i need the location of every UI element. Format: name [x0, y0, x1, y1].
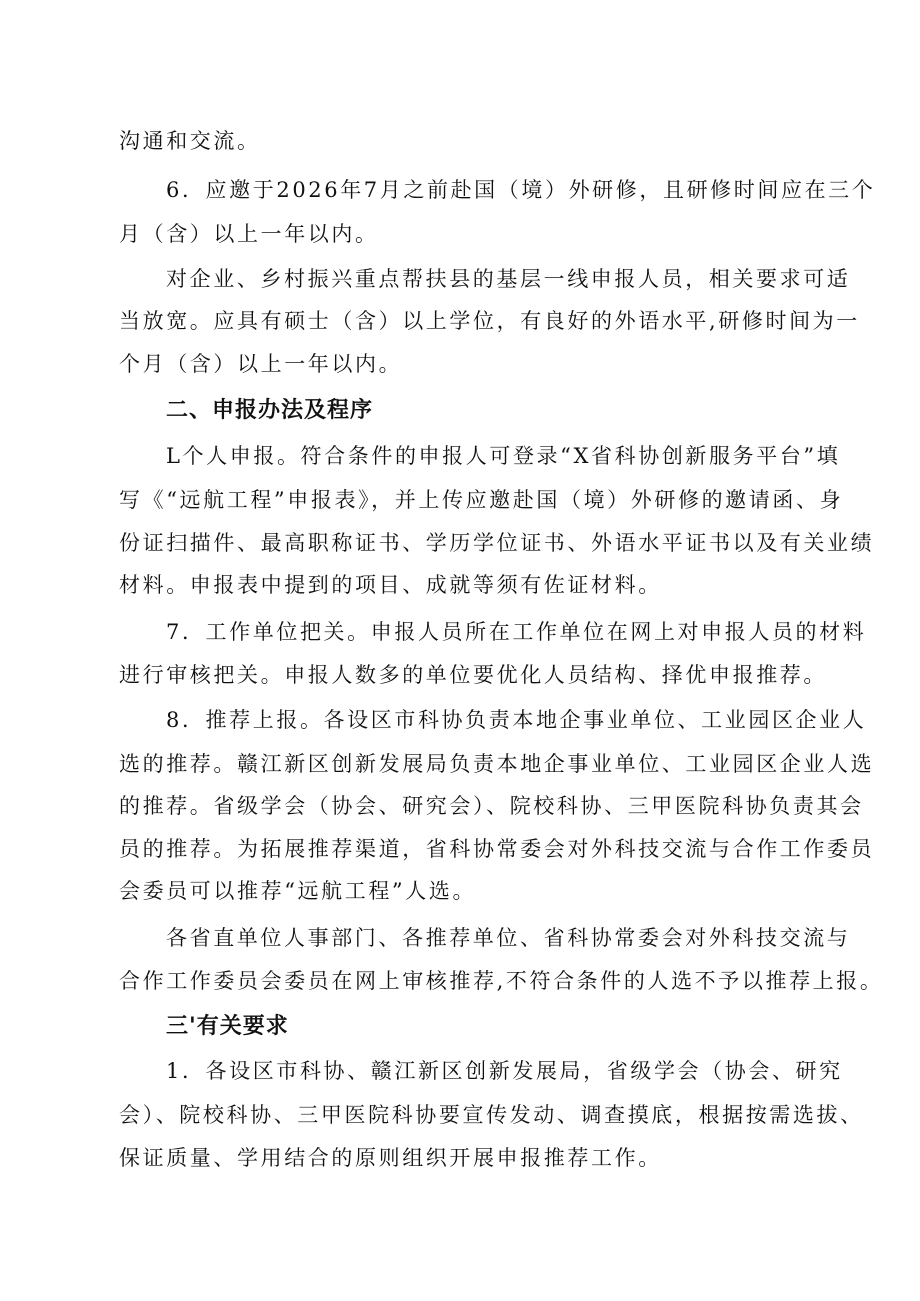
paragraph-line: 份证扫描件、最高职称证书、学历学位证书、外语水平证书以及有关业绩 — [119, 531, 875, 555]
paragraph-line: 各省直单位人事部门、各推荐单位、省科协常委会对外科技交流与 — [166, 926, 851, 950]
paragraph-line: 选的推荐。赣江新区创新发展局负责本地企事业单位、工业园区企业人选 — [119, 752, 875, 776]
paragraph-line: 的推荐。省级学会（协会、研究会）、院校科协、三甲医院科协负责其会 — [119, 794, 864, 818]
paragraph-line: 沟通和交流。 — [119, 129, 261, 153]
section-heading: 二、申报办法及程序 — [166, 398, 374, 423]
paragraph-line: 保证质量、学用结合的原则组织开展申报推荐工作。 — [119, 1146, 662, 1170]
paragraph-line: 1．各设区市科协、赣江新区创新发展局，省级学会（协会、研究 — [166, 1059, 843, 1083]
paragraph-line: 对企业、乡村振兴重点帮扶县的基层一线申报人员，相关要求可适 — [166, 267, 851, 291]
paragraph-line: 6．应邀于2026年7月之前赴国（境）外研修，且研修时间应在三个 — [166, 178, 876, 202]
paragraph-line: 当放宽。应具有硕士（含）以上学位，有良好的外语水平,研修时间为一 — [119, 309, 860, 333]
paragraph-line: 个月（含）以上一年以内。 — [119, 352, 403, 376]
paragraph-line: 材料。申报表中提到的项目、成就等须有佐证材料。 — [119, 573, 662, 597]
paragraph-line: 会委员可以推荐“远航工程”人选。 — [119, 879, 477, 903]
paragraph-line: 员的推荐。为拓展推荐渠道，省科协常委会对外科技交流与合作工作委员 — [119, 837, 875, 861]
paragraph-line: 写《“远航工程”申报表》，并上传应邀赴国（境）外研修的邀请函、身 — [119, 488, 844, 512]
section-heading: 三'有关要求 — [166, 1014, 289, 1039]
paragraph-line: 7．工作单位把关。申报人员所在工作单位在网上对申报人员的材料 — [166, 620, 867, 644]
paragraph-line: 合作工作委员会委员在网上审核推荐,不符合条件的人选不予以推荐上报。 — [119, 969, 884, 993]
paragraph-line: 会）、院校科协、三甲医院科协要宣传发动、调查摸底，根据按需选拔、 — [119, 1103, 864, 1127]
paragraph-line: L个人申报。符合条件的申报人可登录“X省科协创新服务平台”填 — [166, 444, 841, 468]
paragraph-line: 月（含）以上一年以内。 — [119, 222, 379, 246]
paragraph-line: 进行审核把关。申报人数多的单位要优化人员结构、择优申报推荐。 — [119, 663, 827, 687]
paragraph-line: 8．推荐上报。各设区市科协负责本地企事业单位、工业园区企业人 — [166, 708, 867, 732]
